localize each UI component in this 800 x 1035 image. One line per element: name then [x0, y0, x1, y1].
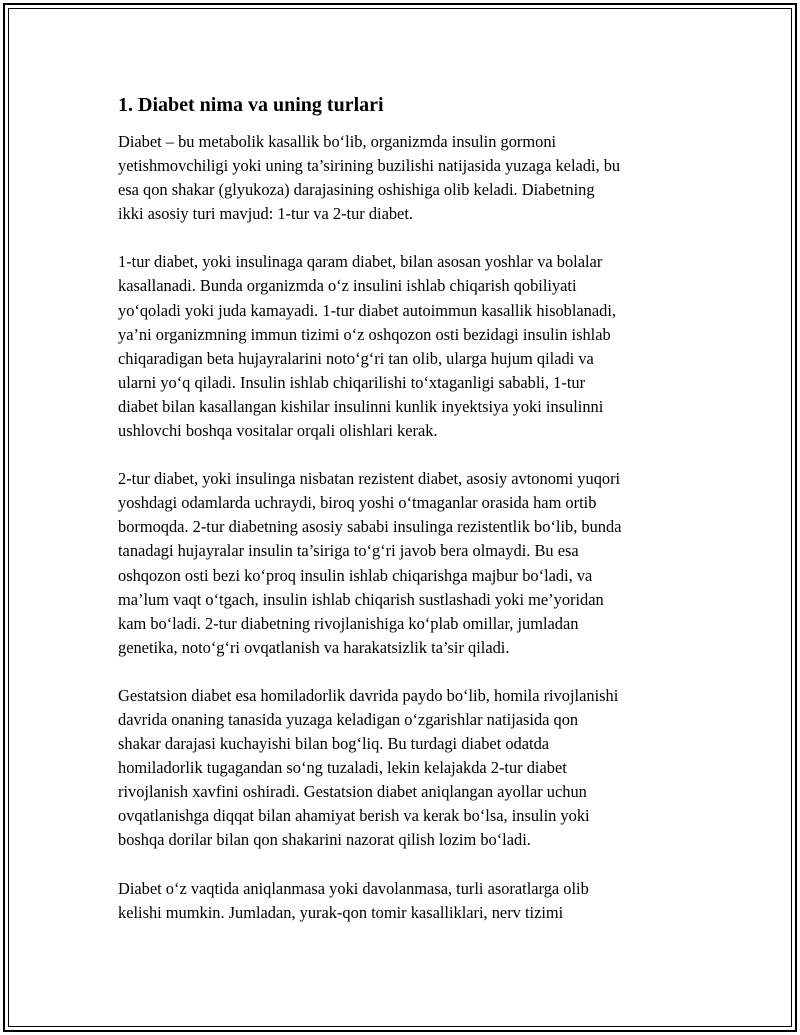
- text-line: ya’ni organizmning immun tizimi o‘z oshqozon osti bezidagi insulin ishlab: [118, 324, 611, 344]
- text-line: genetika, noto‘g‘ri ovqatlanish va harakatsizlik ta’sir qiladi.: [118, 637, 510, 657]
- paragraph-complications: [118, 877, 698, 925]
- paragraph-gestational: [118, 684, 698, 853]
- text-line: yo‘qoladi yoki juda kamayadi. 1-tur diabet autoimmun kasallik hisoblanadi,: [118, 300, 616, 320]
- document-body: [118, 90, 698, 949]
- text-line: yetishmovchiligi yoki uning ta’sirining buzilishi natijasida yuzaga keladi, bu: [118, 156, 621, 176]
- text-line: Diabet o‘z vaqtida aniqlanmasa yoki davolanmasa, turli asoratlarga olib: [118, 878, 589, 898]
- text-line: shakar darajasi kuchayishi bilan bog‘liq. Bu turdagi diabet odatda: [118, 734, 550, 754]
- text-line: davrida onaning tanasida yuzaga keladigan o‘zgarishlar natijasida qon: [118, 709, 579, 729]
- text-line: rivojlanish xavfini oshiradi. Gestatsion diabet aniqlangan ayollar uchun: [118, 782, 587, 802]
- text-line: kasallanadi. Bunda organizmda o‘z insulini ishlab chiqarish qobiliyati: [118, 276, 577, 296]
- text-line: ma’lum vaqt o‘tgach, insulin ishlab chiqarish sustlashadi yoki me’yoridan: [118, 589, 604, 609]
- text-line: chiqaradigan beta hujayralarini noto‘g‘ri tan olib, ularga hujum qiladi va: [118, 348, 594, 368]
- text-line: ikki asosiy turi mavjud: 1-tur va 2-tur diabet.: [118, 204, 413, 224]
- text-line: 2-tur diabet, yoki insulinga nisbatan rezistent diabet, asosiy avtonomi yuqori: [118, 469, 621, 489]
- text-line: bormoqda. 2-tur diabetning asosiy sababi insulinga rezistentlik bo‘lib, bunda: [118, 517, 622, 537]
- paragraph-intro: [118, 130, 698, 226]
- text-line: oshqozon osti bezi ko‘proq insulin ishlab chiqarishga majbur bo‘ladi, va: [118, 565, 593, 585]
- text-line: diabet bilan kasallangan kishilar insulinni kunlik inyektsiya yoki insulinni: [118, 396, 604, 416]
- text-line: ushlovchi boshqa vositalar orqali olishlari kerak.: [118, 421, 438, 441]
- text-line: esa qon shakar (glyukoza) darajasining oshishiga olib keladi. Diabetning: [118, 180, 595, 200]
- text-line: ovqatlanishga diqqat bilan ahamiyat berish va kerak bo‘lsa, insulin yoki: [118, 806, 590, 826]
- paragraph-type-1: [118, 250, 698, 443]
- text-line: kam bo‘ladi. 2-tur diabetning rivojlanishiga ko‘plab omillar, jumladan: [118, 613, 579, 633]
- text-line: tanadagi hujayralar insulin ta’siriga to‘g‘ri javob bera olmaydi. Bu esa: [118, 541, 579, 561]
- text-line: 1-tur diabet, yoki insulinaga qaram diabet, bilan asosan yoshlar va bolalar: [118, 252, 603, 272]
- text-line: yoshdagi odamlarda uchraydi, biroq yoshi o‘tmaganlar orasida ham ortib: [118, 493, 597, 513]
- text-line: boshqa dorilar bilan qon shakarini nazorat qilish lozim bo‘ladi.: [118, 830, 531, 850]
- text-line: kelishi mumkin. Jumladan, yurak-qon tomir kasalliklari, nerv tizimi: [118, 902, 564, 922]
- text-line: Gestatsion diabet esa homiladorlik davrida paydo bo‘lib, homila rivojlanishi: [118, 685, 619, 705]
- section-heading: 1. Diabet nima va uning turlari: [118, 94, 384, 116]
- text-line: ularni yo‘q qiladi. Insulin ishlab chiqarilishi to‘xtaganligi sababli, 1-tur: [118, 372, 586, 392]
- text-line: homiladorlik tugagandan so‘ng tuzaladi, lekin kelajakda 2-tur diabet: [118, 758, 567, 778]
- paragraph-type-2: [118, 467, 698, 660]
- text-line: Diabet – bu metabolik kasallik bo‘lib, organizmda insulin gormoni: [118, 132, 557, 151]
